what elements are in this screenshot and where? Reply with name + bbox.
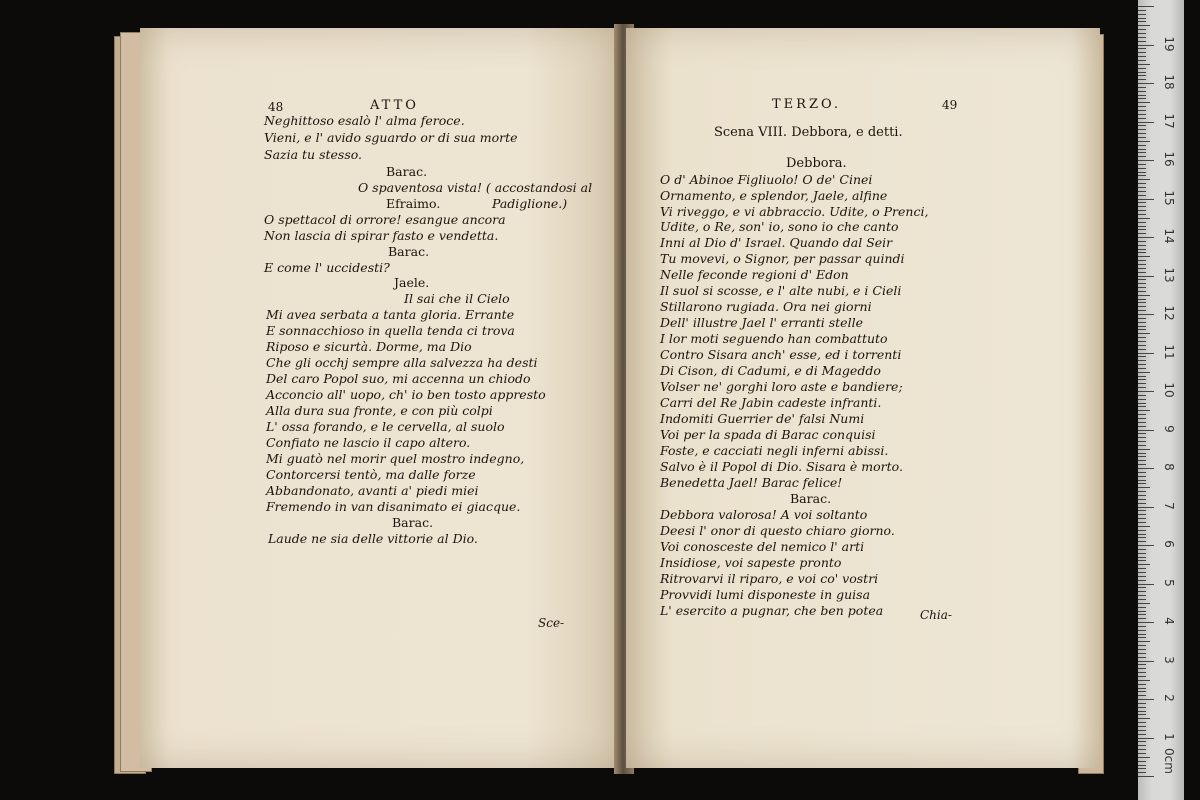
right-line: Udite, o Re, son' io, sono io che canto bbox=[660, 219, 899, 234]
left-line: Alla dura sua fronte, e con più colpi bbox=[266, 403, 493, 418]
ruler-tick bbox=[1138, 714, 1146, 715]
ruler-tick bbox=[1138, 329, 1146, 330]
ruler-tick bbox=[1138, 510, 1146, 511]
ruler-number: 8 bbox=[1162, 463, 1176, 471]
ruler-tick bbox=[1138, 391, 1154, 392]
ruler-tick bbox=[1138, 6, 1154, 7]
ruler-tick bbox=[1138, 603, 1150, 604]
ruler-tick bbox=[1138, 507, 1154, 508]
left-line: Mi avea serbata a tanta gloria. Errante bbox=[266, 307, 515, 322]
ruler-tick bbox=[1138, 152, 1146, 153]
ruler-tick bbox=[1138, 376, 1146, 377]
ruler-tick bbox=[1138, 141, 1150, 142]
ruler-tick bbox=[1138, 738, 1154, 739]
ruler-tick bbox=[1138, 560, 1146, 561]
left-line: Confiato ne lascio il capo altero. bbox=[266, 435, 471, 450]
ruler-tick bbox=[1138, 476, 1146, 477]
ruler-number: 2 bbox=[1162, 694, 1176, 702]
ruler-number: 15 bbox=[1162, 189, 1176, 206]
left-catchword: Sce- bbox=[538, 616, 565, 630]
ruler-tick bbox=[1138, 95, 1146, 96]
ruler-tick bbox=[1138, 314, 1154, 315]
ruler-tick bbox=[1138, 75, 1146, 76]
ruler-tick bbox=[1138, 726, 1146, 727]
ruler-tick bbox=[1138, 33, 1146, 34]
ruler-tick bbox=[1138, 657, 1146, 658]
ruler-tick bbox=[1138, 595, 1146, 596]
ruler-tick bbox=[1138, 37, 1146, 38]
ruler-tick bbox=[1138, 437, 1146, 438]
ruler-tick bbox=[1138, 333, 1150, 334]
ruler-tick bbox=[1138, 299, 1146, 300]
ruler-tick bbox=[1138, 661, 1154, 662]
ruler-tick bbox=[1138, 718, 1150, 719]
left-line: Sazia tu stesso. bbox=[264, 147, 363, 162]
ruler-tick bbox=[1138, 364, 1146, 365]
speaker-name: Barac. bbox=[790, 491, 832, 506]
ruler-tick bbox=[1138, 491, 1146, 492]
ruler-tick bbox=[1138, 252, 1146, 253]
ruler-tick bbox=[1138, 607, 1146, 608]
ruler-tick bbox=[1138, 79, 1146, 80]
ruler-tick bbox=[1138, 268, 1146, 269]
ruler-tick bbox=[1138, 634, 1146, 635]
ruler-tick bbox=[1138, 56, 1146, 57]
ruler-tick bbox=[1138, 326, 1146, 327]
ruler-tick bbox=[1138, 568, 1146, 569]
ruler-tick bbox=[1138, 187, 1146, 188]
ruler-tick bbox=[1138, 172, 1146, 173]
stage-direction: Padiglione.) bbox=[492, 196, 568, 211]
left-line: Acconcio all' uopo, ch' io ben tosto appresto bbox=[266, 387, 546, 402]
ruler-tick bbox=[1138, 129, 1146, 130]
ruler-tick bbox=[1138, 237, 1154, 238]
left-line: Contorcersi tentò, ma dalle forze bbox=[266, 467, 476, 482]
ruler-tick bbox=[1138, 295, 1150, 296]
right-line: Benedetta Jael! Barac felice! bbox=[660, 475, 843, 490]
ruler-tick bbox=[1138, 530, 1146, 531]
ruler-tick bbox=[1138, 133, 1146, 134]
right-line: L' esercito a pugnar, che ben potea bbox=[660, 603, 884, 618]
right-line: Ornamento, e splendor, Jaele, alfine bbox=[660, 188, 888, 203]
right-catchword: Chia- bbox=[920, 608, 952, 622]
ruler-number: 14 bbox=[1162, 228, 1176, 244]
ruler-tick bbox=[1138, 156, 1146, 157]
ruler-tick bbox=[1138, 626, 1146, 627]
ruler-tick bbox=[1138, 765, 1146, 766]
left-line: Non lascia di spirar fasto e vendetta. bbox=[264, 228, 499, 243]
left-page bbox=[140, 28, 622, 768]
left-line: Laude ne sia delle vittorie al Dio. bbox=[268, 531, 478, 546]
ruler-tick bbox=[1138, 249, 1146, 250]
ruler-tick bbox=[1138, 418, 1146, 419]
ruler-tick bbox=[1138, 106, 1146, 107]
ruler-tick bbox=[1138, 137, 1146, 138]
ruler-tick bbox=[1138, 168, 1146, 169]
right-line: Indomiti Guerrier de' falsi Numi bbox=[660, 411, 865, 426]
ruler-number: 16 bbox=[1162, 151, 1176, 167]
ruler-tick bbox=[1138, 110, 1146, 111]
ruler-tick bbox=[1138, 72, 1146, 73]
ruler-tick bbox=[1138, 102, 1150, 103]
ruler-tick bbox=[1138, 557, 1146, 558]
ruler-tick bbox=[1138, 18, 1146, 19]
ruler-tick bbox=[1138, 468, 1154, 469]
ruler-number: 13 bbox=[1162, 266, 1176, 283]
ruler-tick bbox=[1138, 318, 1146, 319]
right-line: Ritrovarvi il riparo, e voi co' vostri bbox=[660, 571, 879, 586]
ruler-tick bbox=[1138, 753, 1146, 754]
left-line: Del caro Popol suo, mi accenna un chiodo bbox=[266, 371, 531, 386]
ruler-tick bbox=[1138, 287, 1146, 288]
ruler-tick bbox=[1138, 553, 1146, 554]
right-line: Tu movevi, o Signor, per passar quindi bbox=[660, 251, 905, 266]
speaker-name: Barac. bbox=[392, 515, 434, 530]
ruler-tick bbox=[1138, 576, 1146, 577]
ruler-tick bbox=[1138, 218, 1150, 219]
ruler-tick bbox=[1138, 98, 1146, 99]
ruler-tick bbox=[1138, 433, 1146, 434]
ruler-tick bbox=[1138, 229, 1146, 230]
ruler-number: 1 bbox=[1162, 732, 1176, 741]
speaker-name: Debbora. bbox=[786, 156, 847, 171]
right-line: Voi per la spada di Barac conquisi bbox=[660, 427, 876, 442]
ruler-number: 9 bbox=[1162, 424, 1176, 433]
left-line: L' ossa forando, e le cervella, al suolo bbox=[266, 419, 505, 434]
left-line: Abbandonato, avanti a' piedi miei bbox=[266, 483, 479, 498]
ruler-tick bbox=[1138, 226, 1146, 227]
ruler-tick bbox=[1138, 680, 1150, 681]
ruler-tick bbox=[1138, 91, 1146, 92]
ruler-tick bbox=[1138, 21, 1146, 22]
left-line: E sonnacchioso in quella tenda ci trova bbox=[266, 323, 515, 338]
left-page-number: 48 bbox=[268, 100, 284, 114]
ruler-tick bbox=[1138, 483, 1146, 484]
scene-title: Scena VIII. Debbora, e detti. bbox=[714, 125, 903, 140]
left-line: Vieni, e l' avido sguardo or di sua morte bbox=[264, 130, 518, 145]
ruler-unit-label: 0cm bbox=[1162, 748, 1176, 774]
ruler-tick bbox=[1138, 214, 1146, 215]
ruler-tick bbox=[1138, 256, 1150, 257]
ruler-tick bbox=[1138, 441, 1146, 442]
ruler-tick bbox=[1138, 41, 1146, 42]
right-line: Stillarono rugiada. Ora nei giorni bbox=[660, 299, 872, 314]
ruler-tick bbox=[1138, 722, 1146, 723]
ruler-tick bbox=[1138, 414, 1146, 415]
ruler-tick bbox=[1138, 449, 1150, 450]
ruler-tick bbox=[1138, 25, 1150, 26]
ruler-tick bbox=[1138, 534, 1146, 535]
ruler-tick bbox=[1138, 668, 1146, 669]
ruler-tick bbox=[1138, 164, 1146, 165]
ruler-tick bbox=[1138, 711, 1146, 712]
ruler-tick bbox=[1138, 368, 1146, 369]
open-book bbox=[114, 24, 1104, 774]
ruler-tick bbox=[1138, 757, 1150, 758]
ruler-tick bbox=[1138, 179, 1150, 180]
ruler-tick bbox=[1138, 430, 1154, 431]
ruler-tick bbox=[1138, 645, 1146, 646]
ruler-tick bbox=[1138, 202, 1146, 203]
ruler-tick bbox=[1138, 276, 1154, 277]
ruler-tick bbox=[1138, 372, 1150, 373]
ruler-tick bbox=[1138, 749, 1146, 750]
ruler-tick bbox=[1138, 695, 1146, 696]
ruler-tick bbox=[1138, 664, 1146, 665]
right-line: Insidiose, voi sapeste pronto bbox=[660, 555, 842, 570]
right-line: Volser ne' gorghi loro aste e bandiere; bbox=[660, 379, 903, 394]
ruler-tick bbox=[1138, 14, 1146, 15]
ruler-tick bbox=[1138, 68, 1146, 69]
ruler-tick bbox=[1138, 379, 1146, 380]
ruler-tick bbox=[1138, 472, 1146, 473]
ruler-tick bbox=[1138, 341, 1146, 342]
ruler-tick bbox=[1138, 514, 1146, 515]
ruler-tick bbox=[1138, 10, 1146, 11]
ruler-tick bbox=[1138, 356, 1146, 357]
ruler-number: 5 bbox=[1162, 578, 1176, 587]
ruler-tick bbox=[1138, 611, 1146, 612]
ruler-tick bbox=[1138, 383, 1146, 384]
ruler-tick bbox=[1138, 118, 1146, 119]
ruler-tick bbox=[1138, 707, 1146, 708]
ruler-tick bbox=[1138, 580, 1146, 581]
ruler-tick bbox=[1138, 572, 1146, 573]
ruler-tick bbox=[1138, 641, 1150, 642]
ruler-tick bbox=[1138, 587, 1146, 588]
ruler-tick bbox=[1138, 241, 1146, 242]
ruler-tick bbox=[1138, 480, 1146, 481]
ruler-tick bbox=[1138, 222, 1146, 223]
ruler-tick bbox=[1138, 676, 1146, 677]
left-line: E come l' uccidesti? bbox=[264, 260, 390, 275]
left-line: Che gli occhj sempre alla salvezza ha desti bbox=[266, 355, 538, 370]
ruler-tick bbox=[1138, 322, 1146, 323]
measuring-ruler bbox=[1138, 0, 1184, 800]
ruler-tick bbox=[1138, 260, 1146, 261]
ruler-tick bbox=[1138, 245, 1146, 246]
ruler-tick bbox=[1138, 210, 1146, 211]
ruler-tick bbox=[1138, 614, 1146, 615]
ruler-tick bbox=[1138, 564, 1150, 565]
left-line: Fremendo in van disanimato ei giacque. bbox=[266, 499, 521, 514]
ruler-tick bbox=[1138, 630, 1146, 631]
speaker-name: Efraimo. bbox=[386, 196, 441, 211]
ruler-number: 6 bbox=[1162, 540, 1176, 548]
ruler-tick bbox=[1138, 591, 1146, 592]
ruler-tick bbox=[1138, 426, 1146, 427]
ruler-tick bbox=[1138, 183, 1146, 184]
right-line: Contro Sisara anch' esse, ed i torrenti bbox=[660, 347, 902, 362]
ruler-number: 17 bbox=[1162, 112, 1176, 129]
ruler-tick bbox=[1138, 353, 1154, 354]
ruler-number: 3 bbox=[1162, 655, 1176, 664]
ruler-tick bbox=[1138, 487, 1150, 488]
ruler-tick bbox=[1138, 125, 1146, 126]
ruler-tick bbox=[1138, 422, 1146, 423]
ruler-tick bbox=[1138, 60, 1146, 61]
ruler-tick bbox=[1138, 175, 1146, 176]
speaker-name: Barac. bbox=[386, 164, 428, 179]
ruler-tick bbox=[1138, 522, 1146, 523]
ruler-tick bbox=[1138, 206, 1146, 207]
ruler-tick bbox=[1138, 618, 1146, 619]
ruler-tick bbox=[1138, 699, 1154, 700]
speaker-name: Jaele. bbox=[394, 275, 430, 290]
ruler-tick bbox=[1138, 549, 1146, 550]
left-line: O spaventosa vista! ( accostandosi al bbox=[358, 180, 593, 195]
ruler-tick bbox=[1138, 349, 1146, 350]
right-page-number: 49 bbox=[942, 98, 958, 112]
ruler-tick bbox=[1138, 122, 1154, 123]
ruler-tick bbox=[1138, 456, 1146, 457]
ruler-number: 11 bbox=[1162, 343, 1176, 360]
ruler-tick bbox=[1138, 537, 1146, 538]
ruler-tick bbox=[1138, 160, 1154, 161]
ruler-tick bbox=[1138, 406, 1146, 407]
ruler-tick bbox=[1138, 337, 1146, 338]
ruler-tick bbox=[1138, 387, 1146, 388]
right-line: Carri del Re Jabin cadeste infranti. bbox=[660, 395, 882, 410]
ruler-tick bbox=[1138, 283, 1146, 284]
ruler-tick bbox=[1138, 306, 1146, 307]
ruler-tick bbox=[1138, 403, 1146, 404]
left-line: Il sai che il Cielo bbox=[404, 291, 510, 306]
ruler-tick bbox=[1138, 264, 1146, 265]
ruler-tick bbox=[1138, 772, 1146, 773]
ruler-tick bbox=[1138, 460, 1146, 461]
ruler-tick bbox=[1138, 745, 1146, 746]
ruler-tick bbox=[1138, 52, 1146, 53]
right-line: Deesi l' onor di questo chiaro giorno. bbox=[660, 523, 895, 538]
speaker-name: Barac. bbox=[388, 244, 430, 259]
ruler-tick bbox=[1138, 445, 1146, 446]
ruler-tick bbox=[1138, 691, 1146, 692]
ruler-tick bbox=[1138, 599, 1146, 600]
ruler-number: 18 bbox=[1162, 74, 1176, 90]
right-line: Inni al Dio d' Israel. Quando dal Seir bbox=[660, 235, 893, 250]
left-line: O spettacol di orrore! esangue ancora bbox=[264, 212, 506, 227]
ruler-tick bbox=[1138, 526, 1150, 527]
ruler-number: 19 bbox=[1162, 35, 1176, 52]
right-line: Di Cison, di Cadumi, e di Mageddo bbox=[660, 363, 881, 378]
ruler-tick bbox=[1138, 272, 1146, 273]
right-line: Dell' illustre Jael l' erranti stelle bbox=[660, 315, 863, 330]
ruler-tick bbox=[1138, 761, 1146, 762]
ruler-tick bbox=[1138, 541, 1146, 542]
ruler-tick bbox=[1138, 410, 1150, 411]
right-line: Provvidi lumi disponeste in guisa bbox=[660, 587, 871, 602]
ruler-tick bbox=[1138, 233, 1146, 234]
ruler-tick bbox=[1138, 195, 1146, 196]
left-line: Mi guatò nel morir quel mostro indegno, bbox=[266, 451, 525, 466]
ruler-number: 7 bbox=[1162, 501, 1176, 510]
ruler-tick bbox=[1138, 87, 1146, 88]
ruler-tick bbox=[1138, 291, 1146, 292]
ruler-tick bbox=[1138, 734, 1146, 735]
ruler-tick bbox=[1138, 503, 1146, 504]
ruler-number: 10 bbox=[1162, 382, 1176, 398]
ruler-tick bbox=[1138, 395, 1146, 396]
ruler-tick bbox=[1138, 191, 1146, 192]
ruler-tick bbox=[1138, 622, 1154, 623]
ruler-tick bbox=[1138, 730, 1146, 731]
ruler-tick bbox=[1138, 310, 1146, 311]
ruler-tick bbox=[1138, 149, 1146, 150]
right-line: I lor moti seguendo han combattuto bbox=[660, 331, 888, 346]
ruler-tick bbox=[1138, 688, 1146, 689]
ruler-tick bbox=[1138, 345, 1146, 346]
ruler-tick bbox=[1138, 518, 1146, 519]
ruler-tick bbox=[1138, 279, 1146, 280]
ruler-tick bbox=[1138, 776, 1154, 777]
right-line: Foste, e cacciati negli inferni abissi. bbox=[660, 443, 889, 458]
ruler-tick bbox=[1138, 145, 1146, 146]
ruler-number: 12 bbox=[1162, 305, 1176, 321]
right-line: Il suol si scosse, e l' alte nubi, e i Cieli bbox=[660, 283, 902, 298]
right-line: Salvo è il Popol di Dio. Sisara è morto. bbox=[660, 459, 903, 474]
right-line: O d' Abinoe Figliuolo! O de' Cinei bbox=[660, 172, 873, 187]
ruler-tick bbox=[1138, 637, 1146, 638]
ruler-tick bbox=[1138, 653, 1146, 654]
ruler-tick bbox=[1138, 360, 1146, 361]
ruler-tick bbox=[1138, 48, 1146, 49]
ruler-tick bbox=[1138, 399, 1146, 400]
ruler-tick bbox=[1138, 768, 1146, 769]
ruler-tick bbox=[1138, 672, 1146, 673]
ruler-tick bbox=[1138, 499, 1146, 500]
ruler-tick bbox=[1138, 741, 1146, 742]
ruler-tick bbox=[1138, 495, 1146, 496]
right-running-header: TERZO. bbox=[772, 97, 842, 112]
ruler-tick bbox=[1138, 703, 1146, 704]
ruler-tick bbox=[1138, 649, 1146, 650]
ruler-tick bbox=[1138, 545, 1154, 546]
right-line: Debbora valorosa! A voi soltanto bbox=[660, 507, 868, 522]
ruler-tick bbox=[1138, 83, 1154, 84]
ruler-tick bbox=[1138, 684, 1146, 685]
right-page bbox=[626, 28, 1100, 768]
left-line: Riposo e sicurtà. Dorme, ma Dio bbox=[266, 339, 472, 354]
ruler-tick bbox=[1138, 29, 1146, 30]
ruler-tick bbox=[1138, 199, 1154, 200]
ruler-tick bbox=[1138, 302, 1146, 303]
right-line: Vi riveggo, e vi abbraccio. Udite, o Prenci, bbox=[660, 204, 929, 219]
ruler-tick bbox=[1138, 45, 1154, 46]
ruler-tick bbox=[1138, 453, 1146, 454]
ruler-tick bbox=[1138, 464, 1146, 465]
ruler-tick bbox=[1138, 114, 1146, 115]
ruler-number: 4 bbox=[1162, 617, 1176, 625]
ruler-tick bbox=[1138, 64, 1150, 65]
left-line: Neghittoso esalò l' alma feroce. bbox=[264, 113, 465, 128]
ruler-tick bbox=[1138, 584, 1154, 585]
right-line: Nelle feconde regioni d' Edon bbox=[660, 267, 849, 282]
right-line: Voi conosceste del nemico l' arti bbox=[660, 539, 865, 554]
left-running-header: ATTO bbox=[370, 98, 419, 113]
